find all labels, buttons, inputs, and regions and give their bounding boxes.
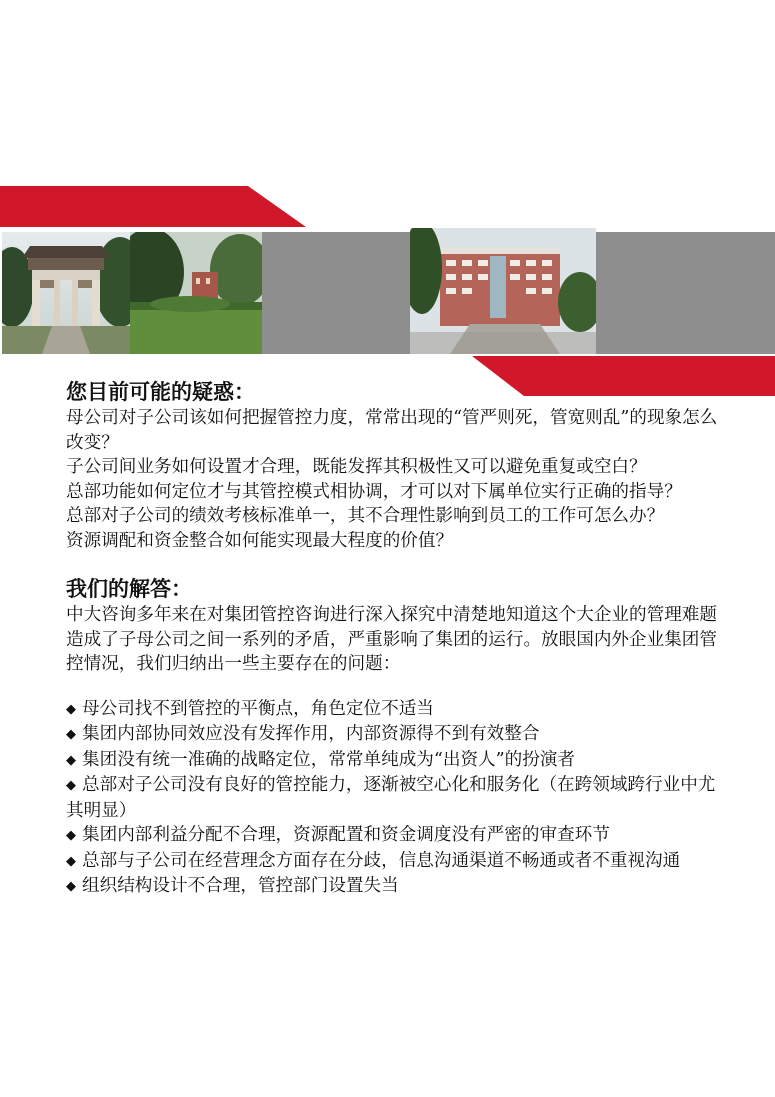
diamond-bullet-icon: ◆ [66, 853, 76, 869]
question-item: 子公司间业务如何设置才合理，既能发挥其积极性又可以避免重复或空白？ [66, 457, 647, 477]
question-item: 总部功能如何定位才与其管控模式相协调，才可以对下属单位实行正确的指导？ [66, 481, 682, 502]
list-item [66, 874, 730, 900]
diamond-bullet-icon: ◆ [66, 828, 76, 843]
answer-intro: 中大咨询多年来在对集团管控咨询进行深入探究中清楚地知道这个大企业的管理难题造成了子母公司之间一系列的矛盾，严重影响了集团的运行。放眼国内外企业集团管控情况，我们归纳出一些主要存在的问题： [66, 605, 717, 674]
question-item: 总部对子公司的绩效考核标准单一，其不合理性影响到员工的工作可怎么办？ [66, 506, 665, 526]
top-red-bar [0, 186, 306, 227]
list-item [66, 823, 730, 849]
question-item: 母公司对子公司该如何把握管控力度，常常出现的“管严则死，管宽则乱”的现象怎么改变？ [66, 408, 718, 453]
list-item [66, 748, 730, 774]
campus-building-photo [410, 228, 596, 354]
campus-lawn-photo [130, 232, 262, 354]
main-content [66, 378, 730, 900]
diamond-bullet-icon: ◆ [66, 727, 76, 742]
diamond-bullet-icon: ◆ [66, 879, 76, 894]
list-item-text: 集团内部利益分配不合理，资源配置和资金调度没有严密的审查环节 [82, 825, 610, 845]
diamond-bullet-icon: ◆ [66, 752, 76, 768]
gray-panel [262, 232, 410, 354]
list-item-text: 组织结构设计不合理，管控部门设置失当 [82, 876, 399, 896]
memorial-archway-photo [2, 232, 130, 354]
list-item [66, 773, 730, 823]
list-item-text: 总部与子公司在经营理念方面存在分歧，信息沟通渠道不畅通或者不重视沟通 [82, 850, 681, 871]
diamond-bullet-icon: ◆ [66, 778, 76, 793]
list-item-text: 集团内部协同效应没有发挥作用，内部资源得不到有效整合 [82, 724, 540, 744]
problem-list [66, 697, 730, 900]
list-item [66, 697, 730, 723]
section-heading-answers: 我们的解答： [66, 577, 192, 601]
list-item [66, 722, 730, 748]
list-item-text: 母公司找不到管控的平衡点，角色定位不适当 [82, 698, 434, 719]
list-item-text: 总部对子公司没有良好的管控能力，逐渐被空心化和服务化（在跨领域跨行业中尤其明显） [66, 775, 716, 821]
list-item-text: 集团没有统一准确的战略定位，常常单纯成为“出资人”的扮演者 [82, 749, 576, 770]
diamond-bullet-icon: ◆ [66, 701, 76, 717]
section-heading-questions: 您目前可能的疑惑： [66, 380, 255, 404]
gray-panel [596, 232, 775, 354]
list-item [66, 849, 730, 875]
header-banner [0, 186, 775, 396]
question-item: 资源调配和资金整合如何能实现最大程度的价值？ [66, 530, 454, 551]
